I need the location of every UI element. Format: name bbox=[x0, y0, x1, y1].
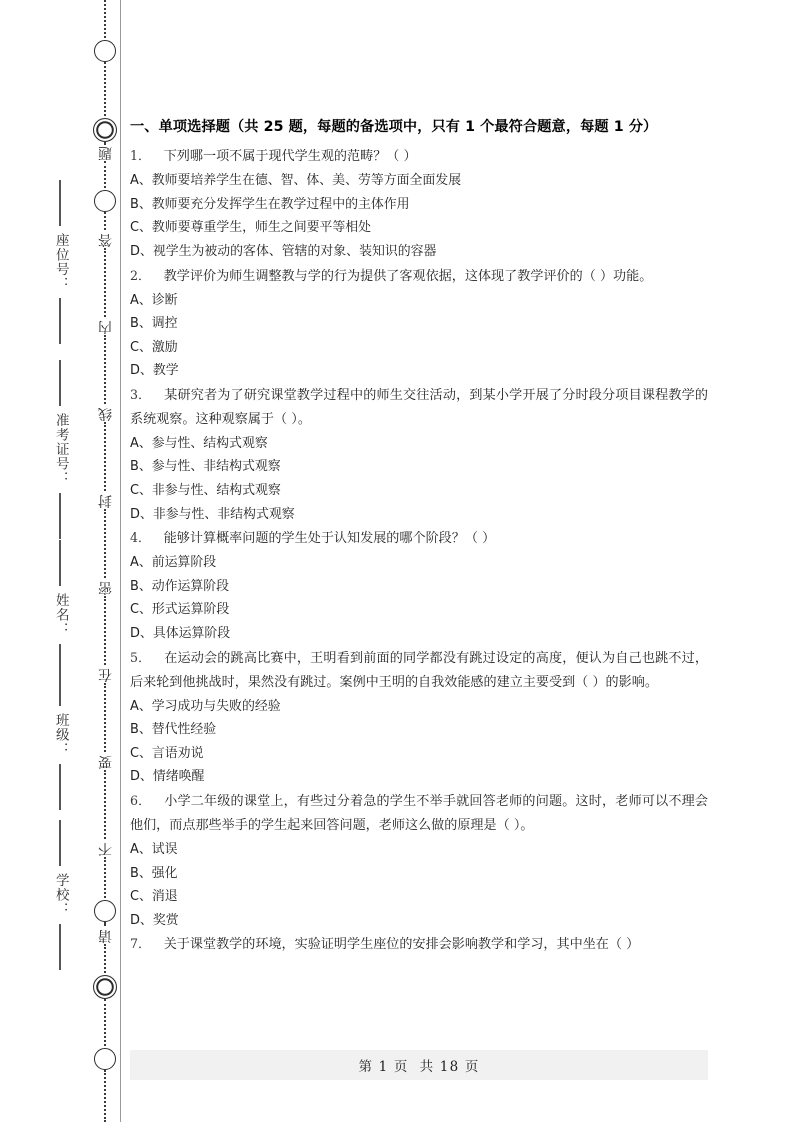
seal-circle-marker bbox=[94, 900, 116, 922]
question-option[interactable]: D、具体运算阶段 bbox=[130, 626, 231, 642]
field-underline-bottom bbox=[59, 298, 60, 344]
question-option[interactable]: C、激励 bbox=[130, 339, 178, 355]
question-option[interactable]: A、参与性、结构式观察 bbox=[130, 435, 268, 451]
question-option[interactable]: B、强化 bbox=[130, 865, 178, 881]
question-number: 2． bbox=[130, 267, 151, 283]
field-underline-top bbox=[59, 180, 60, 226]
question-option[interactable]: A、试误 bbox=[130, 841, 178, 857]
question-option[interactable]: C、言语劝说 bbox=[130, 745, 204, 761]
field-underline-bottom bbox=[59, 924, 60, 970]
question-stem bbox=[130, 144, 708, 169]
seal-dotted-segment bbox=[104, 422, 106, 491]
seal-dotted-segment bbox=[104, 335, 106, 404]
question-text: 在运动会的跳高比赛中，王明看到前面的同学都没有跳过设定的高度，便认为自己也跳不过，后来轮到他挑战时，果然没有跳过。案例中王明的自我效能感的建立主要受到（ ）的影响。 bbox=[130, 650, 708, 690]
seal-line-character: 不 bbox=[98, 840, 112, 856]
question-option[interactable]: C、教师要尊重学生，师生之间要平等相处 bbox=[130, 220, 372, 236]
seal-dotted-segment bbox=[104, 944, 106, 973]
field-label: 班级： bbox=[52, 713, 69, 757]
field-underline-top bbox=[59, 820, 60, 866]
question-option[interactable]: C、非参与性、结构式观察 bbox=[130, 483, 281, 499]
question-stem bbox=[130, 526, 708, 551]
binding-margin bbox=[0, 0, 122, 1122]
question-option[interactable]: D、视学生为被动的客体、管辖的对象、装知识的容器 bbox=[130, 243, 437, 259]
student-info-field[interactable] bbox=[38, 360, 82, 539]
question-option[interactable]: B、调控 bbox=[130, 316, 178, 332]
seal-dotted-segment bbox=[104, 0, 106, 38]
field-underline-top bbox=[59, 540, 60, 586]
seal-dotted-segment bbox=[104, 509, 106, 578]
seal-line-character: 线 bbox=[98, 405, 112, 421]
seal-line-character: 答 bbox=[98, 231, 112, 247]
seal-dotted-segment bbox=[104, 857, 106, 898]
seal-dotted-segment bbox=[104, 1070, 106, 1122]
question-stem bbox=[130, 264, 708, 289]
page-footer bbox=[130, 1050, 708, 1080]
question-text: 能够计算概率问题的学生处于认知发展的哪个阶段？（ ） bbox=[163, 531, 496, 547]
margin-divider-line bbox=[120, 0, 121, 1122]
seal-line-character: 请 bbox=[98, 927, 112, 943]
question-text: 小学二年级的课堂上，有些过分着急的学生不举手就回答老师的问题。这时，老师可以不理会他们，而点那些举手的学生起来回答问题，老师这么做的原理是（ ）。 bbox=[130, 794, 708, 833]
question-option[interactable]: B、参与性、非结构式观察 bbox=[130, 459, 281, 475]
field-label: 座位号： bbox=[52, 233, 69, 291]
seal-dotted-segment bbox=[104, 770, 106, 839]
student-info-fields bbox=[38, 0, 82, 1122]
question-list bbox=[130, 144, 708, 957]
question-option[interactable]: D、情绪唤醒 bbox=[130, 769, 205, 785]
seal-dotted-segment bbox=[104, 62, 106, 116]
seal-dotted-segment bbox=[104, 212, 106, 230]
seal-dotted-segment bbox=[104, 596, 106, 665]
seal-line-character: 封 bbox=[98, 492, 112, 508]
question-option[interactable]: A、学习成功与失败的经验 bbox=[130, 698, 281, 714]
seal-circle-marker bbox=[94, 190, 116, 212]
seal-line-character: 在 bbox=[98, 666, 112, 682]
page-number-text: 第 1 页 共 18 页 bbox=[358, 1059, 480, 1075]
seal-double-circle-marker bbox=[93, 975, 117, 999]
exam-content bbox=[130, 118, 708, 957]
field-label: 准考证号： bbox=[52, 413, 69, 486]
question-option[interactable]: C、消退 bbox=[130, 889, 178, 905]
student-info-field[interactable] bbox=[38, 180, 82, 344]
seal-circle-marker bbox=[94, 1048, 116, 1070]
seal-dotted-segment bbox=[104, 248, 106, 317]
question-option[interactable]: B、动作运算阶段 bbox=[130, 578, 230, 594]
question-option[interactable]: B、替代性经验 bbox=[130, 722, 217, 738]
seal-dotted-segment bbox=[104, 161, 106, 188]
question-number: 1． bbox=[130, 148, 151, 164]
page-title: 一、单项选择题（共 25 题，每题的备选项中，只有 1 个最符合题意，每题 1 分） bbox=[130, 119, 658, 135]
field-label: 学校： bbox=[52, 873, 69, 917]
question-stem bbox=[130, 646, 708, 695]
field-label: 姓名： bbox=[52, 593, 69, 637]
question-stem bbox=[130, 932, 708, 957]
seal-dotted-segment bbox=[104, 142, 106, 143]
question-stem bbox=[130, 383, 708, 432]
seal-double-circle-marker bbox=[93, 118, 117, 142]
question-option[interactable]: D、奖赏 bbox=[130, 912, 179, 928]
question-option[interactable]: C、形式运算阶段 bbox=[130, 602, 230, 618]
question-number: 3． bbox=[130, 386, 151, 402]
seal-dotted-segment bbox=[104, 922, 106, 926]
question-option[interactable]: A、诊断 bbox=[130, 292, 178, 308]
question-option[interactable]: D、教学 bbox=[130, 363, 179, 379]
field-underline-bottom bbox=[59, 493, 60, 539]
student-info-field[interactable] bbox=[38, 660, 82, 810]
question-number: 6． bbox=[130, 793, 151, 809]
seal-line-character: 密 bbox=[98, 579, 112, 595]
question-text: 某研究者为了研究课堂教学过程中的师生交往活动，到某小学开展了分时段分项目课程教学的系统观察。这种观察属于（ ）。 bbox=[130, 387, 708, 427]
seal-line-character: 要 bbox=[98, 753, 112, 769]
field-underline-top bbox=[59, 360, 60, 406]
question-number: 5． bbox=[130, 649, 151, 665]
question-number: 4． bbox=[130, 530, 151, 546]
question-option[interactable]: A、教师要培养学生在德、智、体、美、劳等方面全面发展 bbox=[130, 173, 462, 189]
question-text: 关于课堂教学的环境，实验证明学生座位的安排会影响教学和学习，其中坐在（ ） bbox=[163, 937, 640, 953]
field-underline-bottom bbox=[59, 764, 60, 810]
question-stem bbox=[130, 789, 708, 838]
seal-circle-marker bbox=[94, 40, 116, 62]
seal-line-character: 内 bbox=[98, 318, 112, 334]
question-text: 下列哪一项不属于现代学生观的范畴？（ ） bbox=[163, 149, 417, 165]
field-underline-top bbox=[59, 660, 60, 706]
seal-line bbox=[88, 0, 122, 1122]
seal-line-character: 题 bbox=[98, 144, 112, 160]
question-text: 教学评价为师生调整教与学的行为提供了客观依据，这体现了教学评价的（ ）功能。 bbox=[163, 268, 653, 284]
seal-dotted-segment bbox=[104, 999, 106, 1046]
question-number: 7． bbox=[130, 936, 151, 952]
question-option[interactable]: A、前运算阶段 bbox=[130, 555, 217, 571]
question-option[interactable]: B、教师要充分发挥学生在教学过程中的主体作用 bbox=[130, 196, 410, 212]
seal-dotted-segment bbox=[104, 683, 106, 752]
question-option[interactable]: D、非参与性、非结构式观察 bbox=[130, 506, 295, 522]
student-info-field[interactable] bbox=[38, 820, 82, 970]
